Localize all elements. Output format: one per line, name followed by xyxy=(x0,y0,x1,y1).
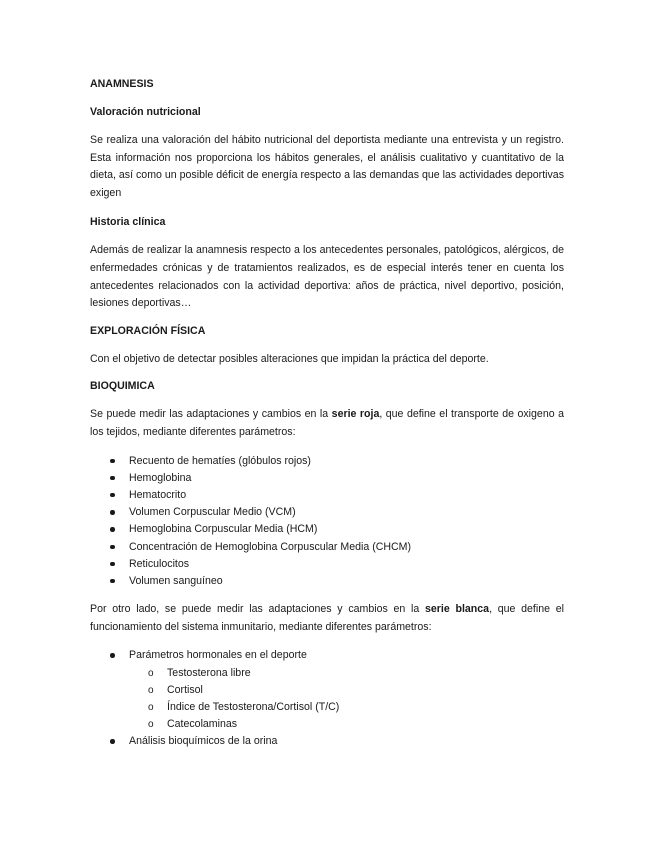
bioquimica-heading: BIOQUIMICA xyxy=(90,380,155,393)
serie-blanca-paragraph xyxy=(90,601,564,636)
serie-blanca-text-after: , que define el funcionamiento del sistema inmunitario, mediante diferentes parámetros: xyxy=(90,603,564,633)
valoracion-heading: Valoración nutricional xyxy=(90,106,201,118)
historia-paragraph: Además de realizar la anamnesis respecto a los antecedentes personales, patológicos, alérgicos, de enfermedades crónicas y de tratamientos realizados, es de especial interés tener en cuenta los antecedentes relacionados con la actividad deportiva: años de práctica, nivel deportivo, posición, lesiones deportivas… xyxy=(90,244,564,310)
list-item: Volumen Corpuscular Medio (VCM) xyxy=(90,504,564,521)
sublist-item: o Cortisol xyxy=(129,682,564,699)
list-item-analisis-orina: Análisis bioquímicos de la orina xyxy=(90,733,564,750)
list-item: Concentración de Hemoglobina Corpuscular Media (CHCM) xyxy=(90,539,564,556)
list-item: Reticulocitos xyxy=(90,556,564,573)
historia-heading: Historia clínica xyxy=(90,216,166,229)
serie-roja-text-before: Se puede medir las adaptaciones y cambios en la xyxy=(90,408,332,421)
list-item: Hematocrito xyxy=(90,487,564,504)
sublist-item: o Índice de Testosterona/Cortisol (T/C) xyxy=(129,699,564,716)
list-item-parametros-hormonales: Parámetros hormonales en el deporte xyxy=(90,647,564,664)
exploracion-paragraph: Con el objetivo de detectar posibles alteraciones que impidan la práctica del deporte. xyxy=(90,352,489,365)
list-item: Hemoglobina Corpuscular Media (HCM) xyxy=(90,521,564,538)
valoracion-paragraph: Se realiza una valoración del hábito nutricional del deportista mediante una entrevista y un registro. Esta información nos proporciona los hábitos generales, el análisis cualitativo y cuantitativo de la dieta, así como un posible déficit de energía respecto a las demandas que las actividades deportivas exigen xyxy=(90,134,564,199)
serie-roja-list xyxy=(90,453,564,591)
serie-blanca-list xyxy=(90,647,564,664)
list-item: Volumen sanguíneo xyxy=(90,573,564,590)
document-page xyxy=(90,76,564,751)
serie-roja-bold: serie roja xyxy=(331,408,380,421)
serie-roja-paragraph xyxy=(90,406,564,441)
hormonal-sublist xyxy=(90,665,564,734)
serie-blanca-bold: serie blanca xyxy=(425,603,490,616)
list-item: Recuento de hematíes (glóbulos rojos) xyxy=(90,453,564,470)
sublist-item: o Catecolaminas xyxy=(129,716,564,733)
serie-blanca-text-before: Por otro lado, se puede medir las adaptaciones y cambios en la xyxy=(90,603,426,616)
list-item: Hemoglobina xyxy=(90,470,564,487)
serie-blanca-list-cont xyxy=(90,733,564,750)
serie-roja-text-after: , que define el transporte de oxigeno a los tejidos, mediante diferentes parámetros: xyxy=(90,408,564,438)
anamnesis-heading: ANAMNESIS xyxy=(90,78,154,90)
sublist-item: o Testosterona libre xyxy=(129,665,564,682)
exploracion-heading: EXPLORACIÓN FÍSICA xyxy=(90,324,206,337)
